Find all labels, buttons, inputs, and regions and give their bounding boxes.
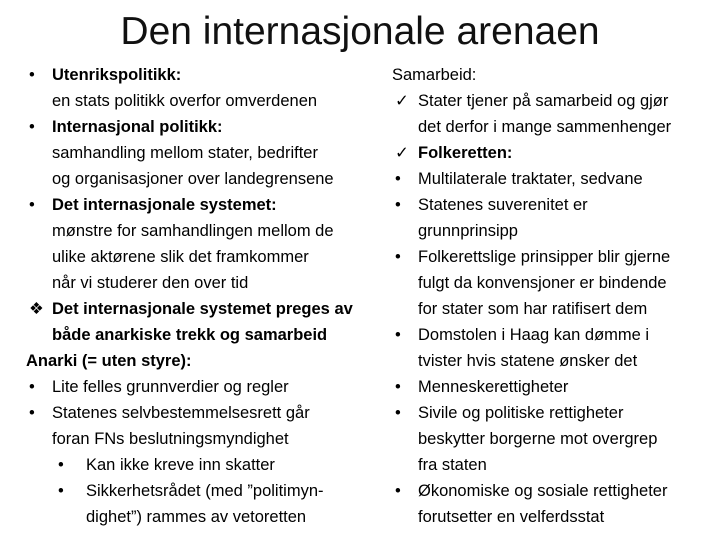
item-line: fra staten xyxy=(418,456,487,474)
item-line: Domstolen i Haag kan dømme i xyxy=(418,326,650,344)
definition-line: samhandling mellom stater, bedrifter xyxy=(52,144,318,162)
definition-line: ulike aktørene slik det framkommer xyxy=(52,248,309,266)
statement-line: Det internasjonale systemet preges av xyxy=(52,300,353,318)
list-item-internasjonal-politikk xyxy=(26,114,376,192)
bullet-icon: • xyxy=(29,66,35,84)
bullet-icon: • xyxy=(58,456,64,474)
list-item-systemet-preges xyxy=(26,296,376,348)
samarbeid-heading: Samarbeid: xyxy=(392,66,477,84)
definition-line: mønstre for samhandlingen mellom de xyxy=(52,222,334,240)
bullet-icon: • xyxy=(395,404,401,422)
item-line: Statenes suverenitet er xyxy=(418,196,588,214)
left-column xyxy=(26,62,376,530)
list-item-domstolen xyxy=(392,322,712,374)
definition-line: når vi studerer den over tid xyxy=(52,274,249,292)
list-item-folkeretten xyxy=(392,140,712,166)
item-line: Menneskerettigheter xyxy=(418,378,569,396)
term-label: Utenrikspolitikk: xyxy=(52,66,182,84)
list-item-stater-tjener xyxy=(392,88,712,140)
bullet-icon: • xyxy=(395,196,401,214)
bullet-icon: • xyxy=(395,378,401,396)
item-line: beskytter borgerne mot overgrep xyxy=(418,430,658,448)
list-item-menneskerettigheter xyxy=(392,374,712,400)
sub-item-skatter xyxy=(26,452,376,478)
item-line: for stater som har ratifisert dem xyxy=(418,300,648,318)
item-line: Lite felles grunnverdier og regler xyxy=(52,378,289,396)
list-item-utenrikspolitikk xyxy=(26,62,376,114)
bullet-icon: • xyxy=(29,118,35,136)
definition-line: og organisasjoner over landegrensene xyxy=(52,170,334,188)
item-line: Kan ikke kreve inn skatter xyxy=(86,456,275,474)
bullet-icon: • xyxy=(29,378,35,396)
item-line: Økonomiske og sosiale rettigheter xyxy=(418,482,668,500)
bullet-icon: • xyxy=(395,326,401,344)
definition-line: en stats politikk overfor omverdenen xyxy=(52,92,318,110)
list-item-internasjonale-systemet xyxy=(26,192,376,296)
item-line: Folkeretten: xyxy=(418,144,513,162)
item-line: fulgt da konvensjoner er bindende xyxy=(418,274,667,292)
term-label: Det internasjonale systemet: xyxy=(52,196,277,214)
item-line: dighet”) rammes av vetoretten xyxy=(86,508,307,526)
item-line: Folkerettslige prinsipper blir gjerne xyxy=(418,248,671,266)
bullet-icon: • xyxy=(395,248,401,266)
bullet-icon: • xyxy=(58,482,64,500)
anarki-heading: Anarki (= uten styre): xyxy=(26,352,192,370)
item-line: Stater tjener på samarbeid og gjør xyxy=(418,92,669,110)
bullet-icon: • xyxy=(395,482,401,500)
list-item-traktater xyxy=(392,166,712,192)
bullet-icon: • xyxy=(29,196,35,214)
list-item-okonomiske-rettigheter xyxy=(392,478,712,530)
item-line: foran FNs beslutningsmyndighet xyxy=(52,430,289,448)
sub-item-sikkerhetsradet xyxy=(26,478,376,530)
list-item-suverenitet xyxy=(392,192,712,244)
item-line: Sikkerhetsrådet (med ”politimyn- xyxy=(86,482,324,500)
item-line: grunnprinsipp xyxy=(418,222,518,240)
list-item-grunnverdier xyxy=(26,374,376,400)
item-line: forutsetter en velferdsstat xyxy=(418,508,605,526)
item-line: Sivile og politiske rettigheter xyxy=(418,404,624,422)
item-line: det derfor i mange sammenhenger xyxy=(418,118,672,136)
list-item-selvbestemmelsesrett xyxy=(26,400,376,452)
term-label: Internasjonal politikk: xyxy=(52,118,223,136)
diamond-bullet-icon: ❖ xyxy=(29,300,44,318)
checkmark-icon: ✓ xyxy=(395,92,409,110)
slide-title: Den internasjonale arenaen xyxy=(120,10,600,53)
bullet-icon: • xyxy=(29,404,35,422)
list-item-prinsipper xyxy=(392,244,712,322)
statement-line: både anarkiske trekk og samarbeid xyxy=(52,326,328,344)
item-line: tvister hvis statene ønsker det xyxy=(418,352,638,370)
right-column xyxy=(392,62,712,530)
item-line: Multilaterale traktater, sedvane xyxy=(418,170,643,188)
bullet-icon: • xyxy=(395,170,401,188)
list-item-sivile-rettigheter xyxy=(392,400,712,478)
checkmark-icon: ✓ xyxy=(395,144,409,162)
item-line: Statenes selvbestemmelsesrett går xyxy=(52,404,310,422)
